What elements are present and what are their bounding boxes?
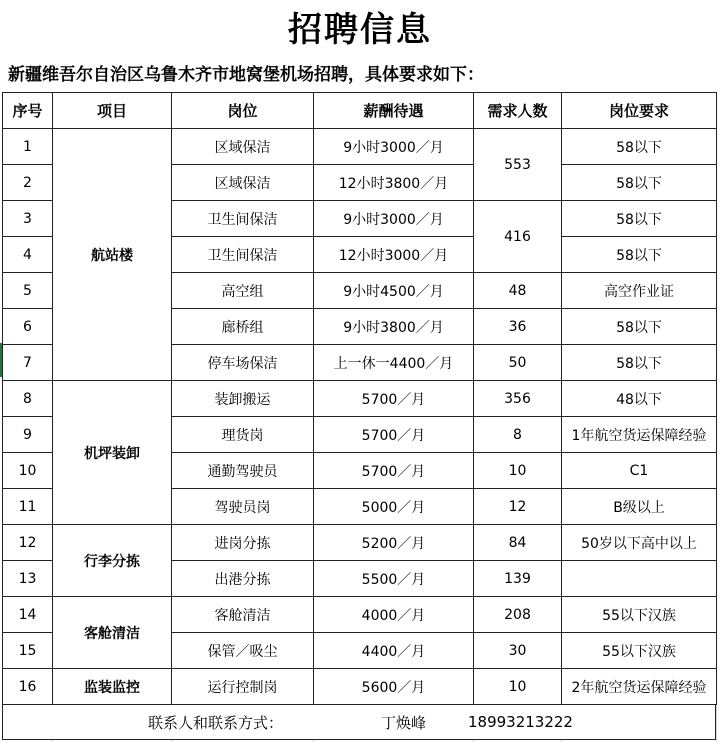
count-cell[interactable]: 48 [474,273,562,309]
header-cell[interactable]: 项目 [53,93,172,129]
position-cell[interactable]: 区域保洁 [172,165,314,201]
count-cell[interactable]: 356 [474,381,562,417]
requirement-cell[interactable]: 高空作业证 [562,273,717,309]
count-cell[interactable]: 10 [474,669,562,705]
row-number-cell[interactable]: 2 [3,165,53,201]
position-cell[interactable]: 高空组 [172,273,314,309]
requirement-cell[interactable]: 58以下 [562,201,717,237]
count-cell[interactable]: 553 [474,129,562,201]
header-cell[interactable]: 需求人数 [474,93,562,129]
contact-phone: 18993213222 [468,713,573,731]
requirement-cell[interactable]: 1年航空货运保障经验 [562,417,717,453]
area-cell-cabin-cleaning[interactable]: 客舱清洁 [53,597,172,669]
salary-cell[interactable]: 上一休一4400／月 [314,345,474,381]
header-cell[interactable]: 序号 [3,93,53,129]
salary-cell[interactable]: 5000／月 [314,489,474,525]
count-cell[interactable]: 139 [474,561,562,597]
row-number-cell[interactable]: 6 [3,309,53,345]
table-row [3,597,717,633]
requirement-cell[interactable]: 55以下汉族 [562,633,717,669]
row-number-cell[interactable]: 8 [3,381,53,417]
salary-cell[interactable]: 9小时3800／月 [314,309,474,345]
row-number-cell[interactable]: 1 [3,129,53,165]
position-cell[interactable]: 廊桥组 [172,309,314,345]
count-cell[interactable]: 50 [474,345,562,381]
count-cell[interactable]: 10 [474,453,562,489]
salary-cell[interactable]: 5700／月 [314,417,474,453]
salary-cell[interactable]: 9小时3000／月 [314,201,474,237]
header-cell[interactable]: 岗位 [172,93,314,129]
salary-cell[interactable]: 4000／月 [314,597,474,633]
position-cell[interactable]: 区域保洁 [172,129,314,165]
row-number-cell[interactable]: 9 [3,417,53,453]
position-cell[interactable]: 卫生间保洁 [172,201,314,237]
position-cell[interactable]: 装卸搬运 [172,381,314,417]
row-number-cell[interactable]: 15 [3,633,53,669]
requirement-cell[interactable]: 48以下 [562,381,717,417]
requirement-cell[interactable]: 58以下 [562,129,717,165]
row-number-cell[interactable]: 10 [3,453,53,489]
row-number-cell[interactable]: 14 [3,597,53,633]
row-number-cell[interactable]: 3 [3,201,53,237]
area-cell-baggage-sorting[interactable]: 行李分拣 [53,525,172,597]
salary-cell[interactable]: 5200／月 [314,525,474,561]
count-cell[interactable]: 36 [474,309,562,345]
area-cell-monitoring[interactable]: 监装监控 [53,669,172,705]
requirement-cell[interactable]: 50岁以下高中以上 [562,525,717,561]
row-number-cell[interactable]: 7 [3,345,53,381]
row-number-cell[interactable]: 5 [3,273,53,309]
header-cell[interactable]: 薪酬待遇 [314,93,474,129]
contact-label: 联系人和联系方式： [148,713,284,732]
header-cell[interactable]: 岗位要求 [562,93,717,129]
title-cell[interactable] [0,0,720,52]
salary-cell[interactable]: 5700／月 [314,453,474,489]
requirement-cell[interactable]: C1 [562,453,717,489]
recruitment-table [2,92,717,705]
contact-row[interactable] [2,704,716,740]
area-cell-terminal[interactable]: 航站楼 [53,129,172,381]
salary-cell[interactable]: 5500／月 [314,561,474,597]
salary-cell[interactable]: 4400／月 [314,633,474,669]
table-row [3,669,717,705]
row-number-cell[interactable]: 12 [3,525,53,561]
page-title: 招聘信息 [288,9,432,50]
row-selection-marker [0,343,2,377]
row-number-cell[interactable]: 13 [3,561,53,597]
row-number-cell[interactable]: 11 [3,489,53,525]
count-cell[interactable]: 208 [474,597,562,633]
salary-cell[interactable]: 12小时3800／月 [314,165,474,201]
requirement-cell[interactable]: 55以下汉族 [562,597,717,633]
table-row [3,129,717,165]
salary-cell[interactable]: 12小时3000／月 [314,237,474,273]
position-cell[interactable]: 出港分拣 [172,561,314,597]
table-row [3,525,717,561]
position-cell[interactable]: 停车场保洁 [172,345,314,381]
salary-cell[interactable]: 9小时4500／月 [314,273,474,309]
row-number-cell[interactable]: 4 [3,237,53,273]
count-cell[interactable]: 416 [474,201,562,273]
position-cell[interactable]: 运行控制岗 [172,669,314,705]
header-row [3,93,717,129]
table-row [3,381,717,417]
position-cell[interactable]: 驾驶员岗 [172,489,314,525]
contact-name: 丁焕峰 [381,713,427,732]
requirement-cell[interactable]: 2年航空货运保障经验 [562,669,717,705]
count-cell[interactable]: 30 [474,633,562,669]
requirement-cell[interactable]: 58以下 [562,237,717,273]
position-cell[interactable]: 保管／吸尘 [172,633,314,669]
position-cell[interactable]: 通勤驾驶员 [172,453,314,489]
requirement-cell[interactable]: 58以下 [562,309,717,345]
requirement-cell[interactable]: B级以上 [562,489,717,525]
row-number-cell[interactable]: 16 [3,669,53,705]
position-cell[interactable]: 卫生间保洁 [172,237,314,273]
area-cell-apron-loading[interactable]: 机坪装卸 [53,381,172,525]
requirement-cell[interactable] [562,561,717,597]
requirement-cell[interactable]: 58以下 [562,345,717,381]
position-cell[interactable]: 客舱清洁 [172,597,314,633]
count-cell[interactable]: 12 [474,489,562,525]
subtitle-cell[interactable] [0,52,720,92]
position-cell[interactable]: 进岗分拣 [172,525,314,561]
salary-cell[interactable]: 5600／月 [314,669,474,705]
count-cell[interactable]: 8 [474,417,562,453]
position-cell[interactable]: 理货岗 [172,417,314,453]
page-subtitle: 新疆维吾尔自治区乌鲁木齐市地窝堡机场招聘，具体要求如下： [8,64,484,85]
count-cell[interactable]: 84 [474,525,562,561]
salary-cell[interactable]: 9小时3000／月 [314,129,474,165]
salary-cell[interactable]: 5700／月 [314,381,474,417]
requirement-cell[interactable]: 58以下 [562,165,717,201]
